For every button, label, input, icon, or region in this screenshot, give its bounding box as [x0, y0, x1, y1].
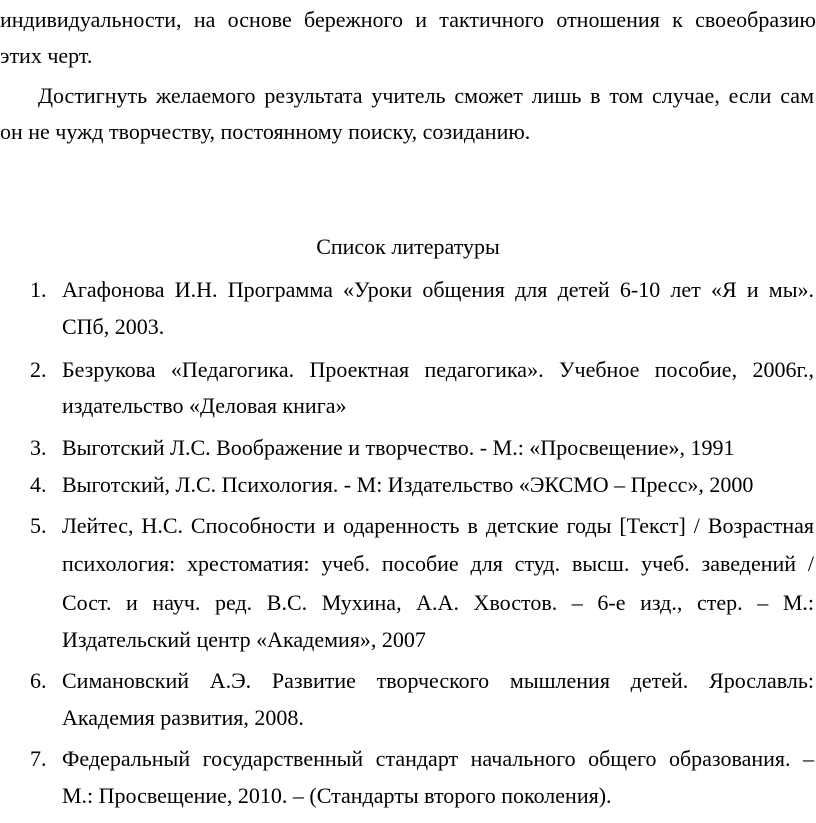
list-item-line: М.: Просвещение, 2010. – (Стандарты второго поколения). [62, 783, 612, 808]
list-item-line: психология: хрестоматия: учеб. пособие для студ. высш. учеб. заведений / [62, 551, 814, 576]
list-item-number: 6. [30, 668, 47, 693]
list-item-number: 1. [30, 277, 47, 302]
list-item-number: 2. [30, 357, 47, 382]
paragraph-2-line-2: он не чужд творчеству, постоянному поиску, созиданию. [0, 119, 531, 144]
list-item-line: Издательский центр «Академия», 2007 [62, 627, 426, 652]
list-item-line: Академия развития, 2008. [62, 705, 304, 730]
list-item-line: Безрукова «Педагогика. Проектная педагогика». Учебное пособие, 2006г., [62, 357, 814, 382]
list-item-line: Симановский А.Э. Развитие творческого мышления детей. Ярославль: [62, 668, 814, 693]
list-item-line: СПб, 2003. [62, 314, 165, 339]
list-item-line: Сост. и науч. ред. В.С. Мухина, А.А. Хвостов. – 6-е изд., стер. – М.: [62, 590, 814, 615]
paragraph-1-line-1: индивидуальности, на основе бережного и тактичного отношения к своеобразию [0, 7, 816, 32]
list-item-number: 4. [30, 472, 47, 497]
list-item-number: 7. [30, 746, 47, 771]
list-item-line: издательство «Деловая книга» [62, 393, 347, 418]
bibliography-title: Список литературы [316, 234, 500, 259]
list-item-line: Лейтес, Н.С. Способности и одаренность в детские годы [Текст] / Возрастная [62, 513, 814, 538]
list-item-line: Федеральный государственный стандарт начального общего образования. – [62, 746, 814, 771]
paragraph-1-line-2: этих черт. [0, 43, 93, 68]
list-item-line: Выготский, Л.С. Психология. - М: Издательство «ЭКСМО – Пресс», 2000 [62, 472, 754, 497]
list-item-line: Агафонова И.Н. Программа «Уроки общения для детей 6-10 лет «Я и мы». [62, 277, 814, 302]
paragraph-2-line-1: Достигнуть желаемого результата учитель сможет лишь в том случае, если сам [38, 83, 814, 108]
list-item-number: 5. [30, 513, 47, 538]
list-item-line: Выготский Л.С. Воображение и творчество. - М.: «Просвещение», 1991 [62, 435, 735, 460]
list-item-number: 3. [30, 435, 47, 460]
